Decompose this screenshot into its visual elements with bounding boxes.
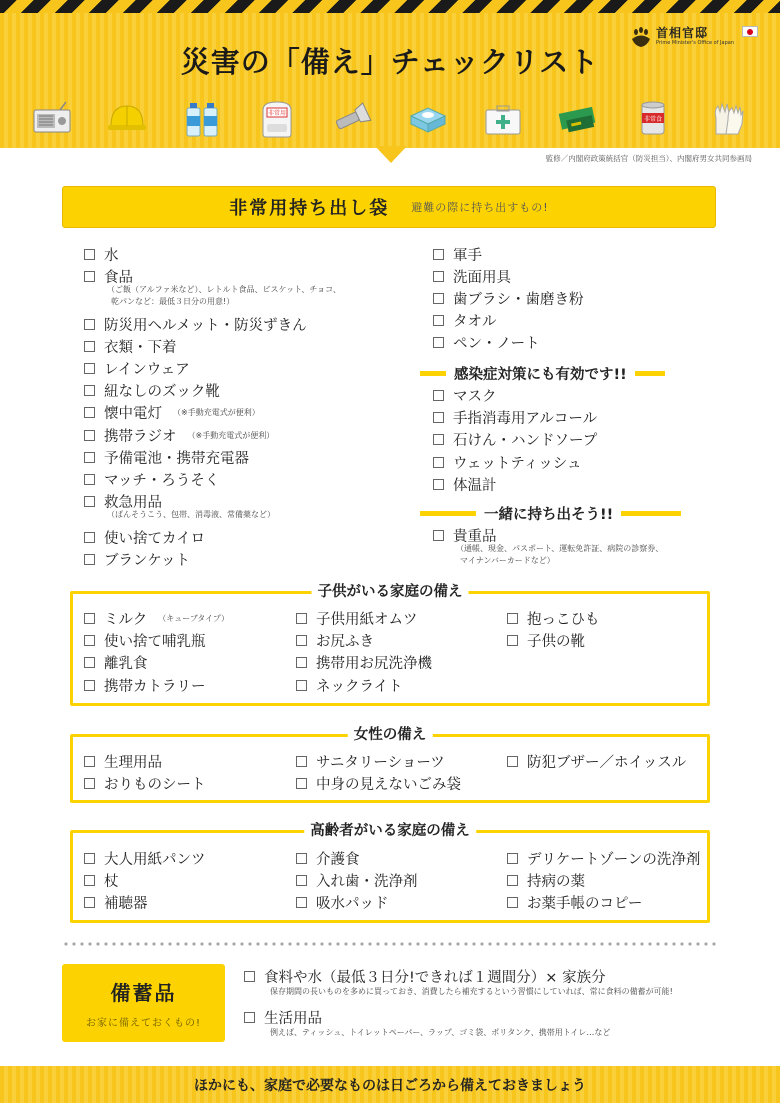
checklist-item[interactable] [507,751,686,772]
checklist-item[interactable] [296,675,403,696]
flashlight-icon [330,96,374,140]
checklist-item[interactable] [296,630,374,651]
checklist-item[interactable] [433,452,581,473]
item-label: 子供の靴 [527,634,585,650]
checkbox[interactable] [433,479,444,490]
checklist-item[interactable] [84,469,219,490]
item-label: 紐なしのズック靴 [104,384,220,400]
item-label: マッチ・ろうそく [104,473,220,489]
checklist-item[interactable] [84,527,205,548]
item-label: マスク [453,389,497,405]
checkbox[interactable] [84,875,95,886]
checkbox[interactable] [296,756,307,767]
checkbox[interactable] [507,875,518,886]
checklist-item[interactable] [84,652,148,673]
checklist-item[interactable] [84,336,177,357]
checklist-item[interactable] [433,266,511,287]
item-label: 入れ歯・洗浄剤 [316,874,418,890]
checklist-item[interactable] [84,675,206,696]
header-pointer [375,146,407,163]
item-label: 貴重品 [453,529,497,545]
subheading-bar [420,511,476,516]
checkbox[interactable] [507,756,518,767]
emergency-bag-subtitle: 避難の際に持ち出すもの! [411,201,549,214]
checklist-item[interactable] [84,447,249,468]
item-label: ネックライト [316,679,403,695]
emergency-bag-title: 非常用持ち出し袋 [229,198,390,219]
item-label: 杖 [104,874,119,890]
checklist-item[interactable] [507,870,585,891]
item-label: 食料や水（最低３日分!できれば１週間分）× 家族分 [264,970,606,986]
infection-title: 感染症対策にも有効です!! [454,367,627,383]
checkbox[interactable] [84,756,95,767]
item-note: マイナンバーカードなど） [460,556,555,565]
item-label: 予備電池・携帯充電器 [104,451,249,467]
checkbox[interactable] [84,271,95,282]
checklist-item[interactable] [84,244,119,265]
item-label: 軍手 [453,248,482,264]
checkbox[interactable] [433,315,444,326]
checkbox[interactable] [433,390,444,401]
checklist-item[interactable] [296,848,360,869]
checklist-item[interactable] [296,751,445,772]
page-title: 災害の「備え」チェックリスト [180,45,600,79]
item-label: 使い捨て哺乳瓶 [104,634,206,650]
japan-flag-icon [742,26,758,37]
item-label: タオル [453,314,497,330]
item-label: 子供用紙オムツ [316,612,418,628]
checkbox[interactable] [507,897,518,908]
header-banner [0,0,780,148]
logo-japanese: 首相官邸 [656,26,709,40]
item-label: 介護食 [316,852,360,868]
item-small-note: （キューブタイプ） [158,614,229,623]
item-label: 持病の薬 [527,874,585,890]
checkbox[interactable] [433,293,444,304]
checkbox[interactable] [296,897,307,908]
checklist-item[interactable] [84,773,206,794]
checklist-item[interactable] [296,773,461,794]
checklist-item[interactable] [84,549,190,570]
infection-subheading [420,363,665,384]
checklist-item[interactable] [84,892,148,913]
checklist-item[interactable] [507,630,585,651]
emergency-bag-icon [255,96,299,140]
item-label: お薬手帳のコピー [527,896,643,912]
checklist-item[interactable] [507,608,600,629]
checklist-item[interactable] [244,966,606,987]
checkbox[interactable] [296,657,307,668]
item-label: 水 [104,248,119,264]
item-note: （通帳、現金、パスポート、運転免許証、病院の診察券、 [456,544,664,553]
item-small-note: （※手動充電式が便利） [187,431,275,440]
item-small-note: （※手動充電式が便利） [173,408,260,417]
first-aid-box-icon [481,96,525,140]
checkbox[interactable] [84,407,95,418]
checklist-item[interactable] [433,244,482,265]
subheading-bar [621,511,681,516]
helmet-icon [105,96,149,140]
checkbox[interactable] [433,412,444,423]
hazard-stripe [0,0,780,13]
checkbox[interactable] [84,532,95,543]
checkbox[interactable] [84,319,95,330]
checklist-item[interactable] [84,608,229,629]
checkbox[interactable] [296,680,307,691]
item-label: 使い捨てカイロ [104,531,206,547]
item-label: 補聴器 [104,896,148,912]
checkbox[interactable] [84,613,95,624]
checkbox[interactable] [296,613,307,624]
checkbox[interactable] [244,1012,255,1023]
dotted-divider [62,942,716,946]
checklist-item[interactable] [84,751,162,772]
item-label: 生理用品 [104,755,162,771]
checklist-item[interactable] [84,314,307,335]
item-label: 懐中電灯 [104,406,162,422]
supervisor-credit: 監修／内閣府政策統括官（防災担当）、内閣府男女共同参画局 [545,154,752,163]
water-bottles-icon [180,96,224,140]
cash-card-icon [556,96,600,140]
subheading-bar [420,371,446,376]
footer-text: ほかにも、家庭で必要なものは日ごろから備えておきましょう [194,1077,586,1094]
stockpile-subtitle: お家に備えておくもの! [85,1018,201,1029]
checkbox[interactable] [84,635,95,646]
item-label: 食品 [104,270,133,286]
item-label: 携帯カトラリー [104,679,206,695]
checkbox[interactable] [433,434,444,445]
item-label: 洗面用具 [453,270,511,286]
logo-english: Prime Minister's Office of Japan [656,40,734,46]
checkbox[interactable] [84,554,95,565]
checklist-item[interactable] [84,870,119,891]
item-label: 吸水パッド [316,896,389,912]
item-label: 救急用品 [104,495,162,511]
checkbox[interactable] [296,635,307,646]
checkbox[interactable] [84,778,95,789]
checkbox[interactable] [433,337,444,348]
checklist-item[interactable] [84,402,260,423]
checkbox[interactable] [433,271,444,282]
checklist-item[interactable] [84,425,274,446]
gloves-icon [706,96,750,140]
bag-label: 非常用 [268,110,287,117]
checkbox[interactable] [84,249,95,260]
item-label: ペン・ノート [453,336,540,352]
item-label: 携帯用お尻洗浄機 [316,656,432,672]
item-label: デリケートゾーンの洗浄剤 [527,852,701,868]
checkbox[interactable] [84,341,95,352]
checkbox[interactable] [84,657,95,668]
checkbox[interactable] [84,474,95,485]
checkbox[interactable] [296,875,307,886]
together-subheading [420,503,681,524]
item-note: 乾パンなど：最低３日分の用意!） [111,297,235,306]
item-note: 保存期間の長いものを多めに買っておき、消費したら補充するという習慣にしていれば、常に食料の備蓄が可能! [270,987,673,996]
checkbox[interactable] [296,778,307,789]
checklist-item[interactable] [296,870,418,891]
stockpile-label-box [62,964,225,1042]
women-title: 女性の備え [348,723,433,744]
item-label: 防犯ブザー／ホイッスル [527,755,687,771]
item-label: サニタリーショーツ [316,755,445,771]
together-title: 一緒に持ち出そう!! [484,507,614,523]
item-label: 防災用ヘルメット・防災ずきん [104,318,307,334]
item-label: お尻ふき [316,634,374,650]
checkbox[interactable] [84,385,95,396]
item-label: 携帯ラジオ [104,429,177,445]
checklist-item[interactable] [296,892,389,913]
item-note: 例えば、ティッシュ、トイレットペーパー、ラップ、ゴミ袋、ポリタンク、携帯用トイレ…など [270,1028,611,1037]
elderly-title: 高齢者がいる家庭の備え [304,819,476,840]
checklist-item[interactable] [433,474,497,495]
item-label: 体温計 [453,478,497,494]
item-label: 生活用品 [264,1011,322,1027]
item-label: 歯ブラシ・歯磨き粉 [453,292,584,308]
item-label: レインウェア [104,362,190,378]
checkbox[interactable] [84,363,95,374]
item-label: 中身の見えないごみ袋 [316,777,461,793]
item-label: 大人用紙パンツ [104,852,206,868]
item-label: ウェットティッシュ [453,456,582,472]
checklist-item[interactable] [507,848,700,869]
can-label: 非常食 [643,116,662,123]
checkbox[interactable] [433,457,444,468]
footer-banner [0,1066,780,1103]
checkbox[interactable] [84,496,95,507]
children-title: 子供がいる家庭の備え [312,580,469,601]
wet-tissue-icon [406,96,450,140]
checklist-item[interactable] [296,608,418,629]
checkbox[interactable] [244,971,255,982]
item-label: 離乳食 [104,656,148,672]
item-label: 石けん・ハンドソープ [453,433,598,449]
checklist-item[interactable] [84,380,220,401]
item-label: 抱っこひも [527,612,600,628]
checklist-item[interactable] [296,652,432,673]
checklist-item[interactable] [433,429,597,450]
checklist-item[interactable] [433,310,497,331]
emergency-bag-banner [62,186,716,228]
checkbox[interactable] [84,680,95,691]
checklist-item[interactable] [84,848,206,869]
checkbox[interactable] [84,430,95,441]
item-label: おりものシート [104,777,206,793]
checklist-item[interactable] [84,358,190,379]
checkbox[interactable] [507,613,518,624]
checklist-item[interactable] [433,332,540,353]
checkbox[interactable] [84,853,95,864]
checklist-item[interactable] [433,385,497,406]
checkbox[interactable] [507,853,518,864]
checklist-item[interactable] [84,630,206,651]
checkbox[interactable] [507,635,518,646]
item-label: ミルク [104,612,148,628]
checklist-item[interactable] [507,892,642,913]
item-label: 手指消毒用アルコール [453,411,598,427]
checklist-item[interactable] [433,288,584,309]
checklist-item[interactable] [244,1007,322,1028]
stockpile-title: 備蓄品 [110,981,177,1005]
checklist-item[interactable] [433,407,597,428]
item-label: ブランケット [104,553,190,569]
checkbox[interactable] [296,853,307,864]
supply-icon-row [30,96,750,140]
item-label: 衣類・下着 [104,340,177,356]
checkbox[interactable] [433,530,444,541]
checkbox[interactable] [84,452,95,463]
checkbox[interactable] [433,249,444,260]
checkbox[interactable] [84,897,95,908]
item-note: （ご飯（アルファ米など）、レトルト食品、ビスケット、チョコ、 [107,285,341,294]
emergency-food-can-icon [631,96,675,140]
subheading-bar [635,371,665,376]
item-note: （ばんそうこう、包帯、消毒液、常備薬など） [107,510,275,519]
radio-icon [30,96,74,140]
